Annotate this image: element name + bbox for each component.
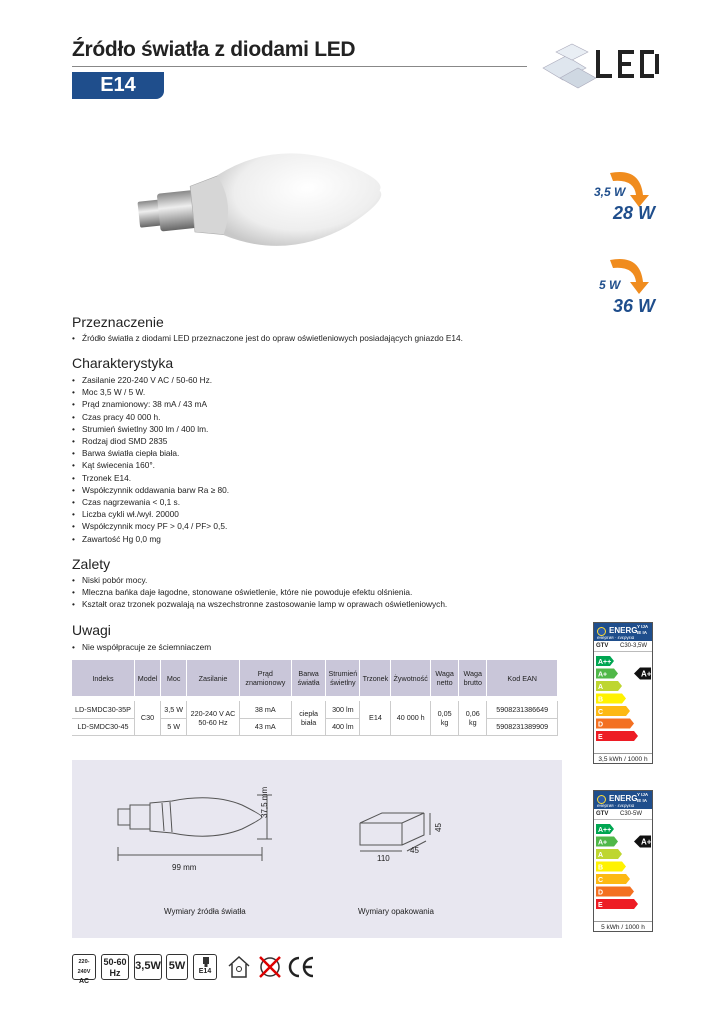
energy-header-sub: IE IA — [637, 630, 648, 635]
list-item: • Źródło światła z diodami LED przeznaczone jest do opraw oświetleniowych posiadających gniazdo E14. — [72, 332, 463, 344]
energy-class-label: A — [598, 852, 604, 859]
list-item: • Nie współpracuje ze ściemniaczem — [72, 641, 211, 653]
advantages-list — [72, 574, 447, 611]
table-cell: C30 — [134, 701, 160, 735]
box-height-label: 45 — [434, 823, 443, 832]
table-cell: E14 — [360, 701, 391, 735]
socket-e14-icon — [193, 954, 217, 980]
table-header: Indeks — [72, 660, 134, 696]
selected-class-label: A+ — [641, 669, 652, 679]
energy-class-label: B — [598, 864, 604, 872]
energy-class-label: B — [598, 696, 604, 704]
list-item: • Czas nagrzewania < 0,1 s. — [72, 496, 229, 508]
table-cell: 5908231386649 — [487, 701, 558, 718]
energy-label — [593, 790, 653, 932]
page-title: Źródło światła z diodami LED — [72, 38, 356, 61]
table-header: Żywotność — [391, 660, 431, 696]
energy-header-text: ENERG — [609, 794, 638, 803]
notes-title: Uwagi — [72, 622, 111, 638]
box-width-label: 110 — [377, 854, 390, 863]
selected-class-label: A+ — [641, 837, 652, 847]
socket-badge: E14 — [72, 72, 164, 99]
dimensions-panel — [72, 760, 562, 938]
indoor-use-icon — [226, 954, 252, 985]
table-cell: 5 W — [161, 718, 187, 735]
features-list — [72, 374, 229, 545]
list-item: • Współczynnik oddawania barw Ra ≥ 80. — [72, 484, 229, 496]
power-indicator-2 — [595, 252, 656, 316]
led-tiles-icon — [543, 44, 596, 88]
table-cell: 3,5 W — [161, 701, 187, 718]
list-item: • Moc 3,5 W / 5 W. — [72, 386, 229, 398]
bulb-diameter-label: 37,5 mm — [260, 786, 269, 818]
table-cell: 220-240 V AC 50-60 Hz — [187, 701, 239, 735]
title-divider — [72, 66, 527, 67]
table-cell: LD-SMDC30-35P — [72, 701, 134, 718]
purpose-list — [72, 332, 463, 344]
list-item: • Czas pracy 40 000 h. — [72, 411, 229, 423]
icon-text: 5W — [168, 960, 186, 972]
led-logo — [538, 38, 668, 98]
table-header: Model — [134, 660, 160, 696]
list-item: • Kąt świecenia 160°. — [72, 459, 229, 471]
list-item: • Prąd znamionowy: 38 mA / 43 mA — [72, 398, 229, 410]
table-cell: ciepła biała — [292, 701, 326, 735]
table-header: Waga netto — [431, 660, 459, 696]
table-cell: 400 lm — [326, 718, 360, 735]
table-header: Strumień świetlny — [326, 660, 360, 696]
list-item: • Trzonek E14. — [72, 472, 229, 484]
energy-consumption: 5 kWh / 1000 h — [594, 921, 652, 933]
energy-brand-row — [594, 641, 652, 652]
frequency-icon — [101, 954, 129, 980]
energy-class-label: E — [598, 734, 603, 741]
icon-text: E14 — [198, 968, 212, 975]
brand-name: GTV — [596, 643, 609, 649]
model-name: C30-5W — [620, 811, 643, 817]
bulb-length-label: 99 mm — [172, 863, 197, 872]
list-item: • Barwa światła ciepła biała. — [72, 447, 229, 459]
list-item: • Mleczna bańka daje łagodne, stonowane oświetlenie, które nie powoduje efektu olśnienia. — [72, 586, 447, 598]
table-row — [72, 701, 558, 718]
table-header: Trzonek — [360, 660, 391, 696]
list-item: • Współczynnik mocy PF > 0,4 / PF> 0,5. — [72, 520, 229, 532]
led-letters — [596, 50, 659, 78]
list-item: • Kształt oraz trzonek pozwalają na wszechstronne zastosowanie lamp w oprawach oświetleniowych. — [72, 598, 447, 610]
led-power-label: 3,5 W — [594, 185, 626, 199]
energy-scale — [594, 652, 652, 748]
table-cell: 40 000 h — [391, 701, 431, 735]
product-photo — [130, 130, 410, 275]
table-cell: 300 lm — [326, 701, 360, 718]
notes-list — [72, 641, 211, 653]
list-item: • Zasilanie 220-240 V AC / 50-60 Hz. — [72, 374, 229, 386]
energy-class-label: A — [598, 684, 604, 691]
energy-consumption: 3,5 kWh / 1000 h — [594, 753, 652, 765]
energy-languages: енергия · ενεργεια — [597, 803, 635, 808]
icon-text: Hz — [109, 968, 121, 978]
led-power-label: 5 W — [599, 278, 621, 292]
energy-class-label: A++ — [598, 827, 612, 834]
energy-scale — [594, 820, 652, 916]
box-dimension-drawing — [352, 805, 452, 865]
energy-languages: енергия · ενεργεια — [597, 635, 635, 640]
purpose-title: Przeznaczenie — [72, 314, 164, 330]
table-header: Moc — [161, 660, 187, 696]
brand-name: GTV — [596, 811, 609, 817]
energy-class-label: A+ — [598, 671, 608, 679]
list-item: • Rodzaj diod SMD 2835 — [72, 435, 229, 447]
power-indicator-1 — [595, 165, 655, 225]
energy-label — [593, 622, 653, 764]
energy-header-sub: Y IJA — [637, 624, 649, 629]
box-depth-label: 45 — [410, 846, 419, 855]
icon-text: 50-60 — [103, 957, 127, 967]
icon-text: 3,5W — [135, 960, 161, 972]
voltage-icon — [72, 954, 96, 985]
features-title: Charakterystyka — [72, 355, 174, 371]
bulb-dimension-caption: Wymiary źródła światła — [164, 907, 246, 916]
energy-class-label: C — [598, 709, 604, 716]
table-cell: 43 mA — [239, 718, 291, 735]
spec-table — [72, 660, 558, 736]
bulb-cap-icon — [202, 957, 210, 967]
energy-class-label: A+ — [598, 839, 608, 847]
equivalent-power-label: 36 W — [613, 296, 656, 316]
list-item: • Niski pobór mocy. — [72, 574, 447, 586]
advantages-title: Zalety — [72, 556, 111, 572]
table-cell: 0,06 kg — [459, 701, 487, 735]
power-35-icon — [134, 954, 162, 980]
table-header: Zasilanie — [187, 660, 239, 696]
table-cell: LD-SMDC30-45 — [72, 718, 134, 735]
model-name: C30-3,5W — [620, 643, 648, 649]
bulb-dimension-drawing — [112, 785, 332, 885]
ce-mark-icon — [286, 955, 316, 984]
table-header: Kod EAN — [487, 660, 558, 696]
table-cell: 0,05 kg — [431, 701, 459, 735]
energy-label-header — [594, 623, 652, 641]
table-cell: 38 mA — [239, 701, 291, 718]
list-item: • Strumień świetlny 300 lm / 400 lm. — [72, 423, 229, 435]
no-dimmer-icon — [256, 954, 284, 985]
list-item: • Liczba cykli wł./wył. 20000 — [72, 508, 229, 520]
box-dimension-caption: Wymiary opakowania — [358, 907, 434, 916]
table-header: Waga brutto — [459, 660, 487, 696]
energy-header-sub: IE IA — [637, 798, 648, 803]
table-header: Barwa światła — [292, 660, 326, 696]
equivalent-power-label: 28 W — [613, 203, 656, 223]
power-5-icon — [166, 954, 188, 980]
energy-label-header — [594, 791, 652, 809]
energy-class-label: A++ — [598, 659, 612, 666]
table-cell: 5908231389909 — [487, 718, 558, 735]
table-header: Prąd znamionowy — [239, 660, 291, 696]
table-header-row — [72, 660, 558, 696]
energy-header-sub: Y IJA — [637, 792, 649, 797]
icon-text: 220-240V — [77, 959, 91, 975]
energy-class-label: D — [598, 889, 604, 897]
list-item: • Zawartość Hg 0,0 mg — [72, 533, 229, 545]
icon-text: AC — [78, 978, 90, 985]
energy-brand-row — [594, 809, 652, 820]
energy-class-label: C — [598, 877, 604, 884]
energy-class-label: E — [598, 902, 603, 909]
energy-header-text: ENERG — [609, 626, 638, 635]
energy-class-label: D — [598, 721, 604, 729]
